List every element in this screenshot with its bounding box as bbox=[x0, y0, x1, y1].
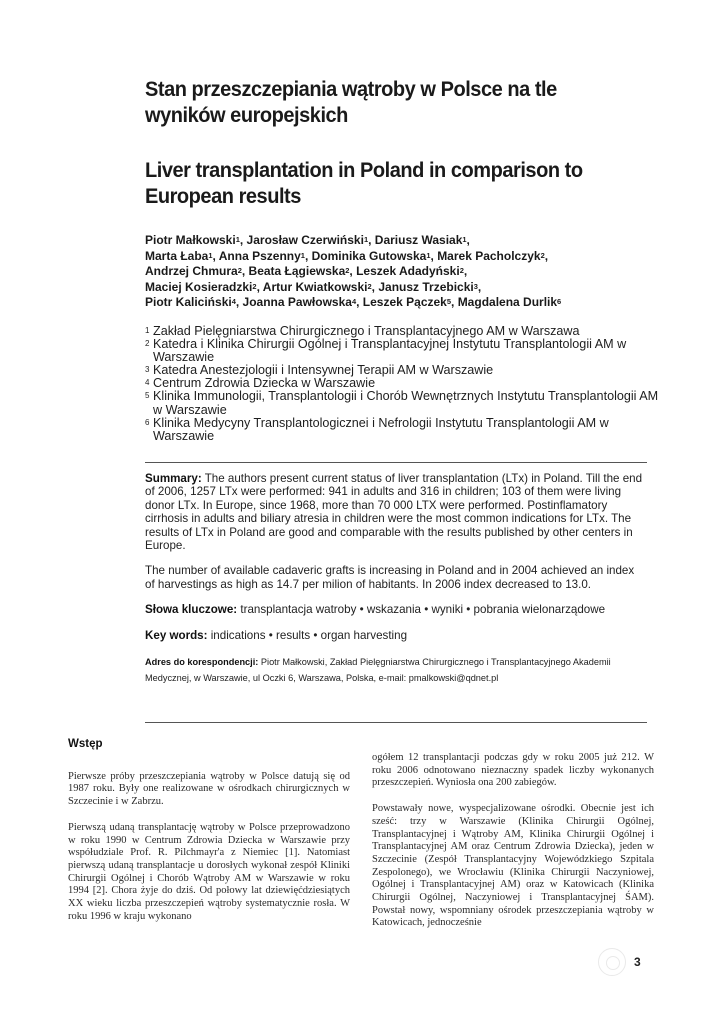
author-affiliation-mark: 1 bbox=[426, 250, 431, 260]
affiliation-item bbox=[145, 417, 665, 443]
author-name bbox=[243, 295, 357, 309]
affiliation-text: Katedra Anestezjologii i Intensywnej Terapii AM w Warszawie bbox=[153, 363, 494, 378]
divider-bottom bbox=[145, 722, 647, 723]
author-affiliation-mark: 2 bbox=[237, 266, 242, 276]
author-name-text: Magdalena Durlik bbox=[457, 295, 558, 310]
author-affiliation-mark: 4 bbox=[231, 297, 236, 307]
correspondence-label: Adres do korespondencji: bbox=[145, 657, 259, 668]
author-name bbox=[378, 280, 478, 294]
author-affiliation-mark: 2 bbox=[459, 266, 464, 276]
author-affiliation-mark: 2 bbox=[367, 281, 372, 291]
affiliation-number: 4 bbox=[145, 378, 150, 388]
affiliation-text: Klinika Immunologii, Transplantologii i Chorób Wewnętrznych Instytutu Transplantologii AM w Warszawie bbox=[153, 389, 659, 417]
author-name bbox=[312, 249, 431, 263]
author-affiliation-mark: 3 bbox=[473, 281, 478, 291]
body-column-right bbox=[372, 752, 654, 943]
author-affiliation-mark: 4 bbox=[351, 297, 357, 307]
author-affiliation-mark: 1 bbox=[462, 235, 467, 244]
author-name bbox=[249, 264, 350, 278]
summary-paragraph bbox=[145, 472, 647, 552]
keywords-polish-text: transplantacja watroby • wskazania • wyniki • pobrania wielonarządowe bbox=[237, 603, 606, 617]
author-affiliation-mark: 1 bbox=[300, 250, 305, 260]
author-name bbox=[145, 295, 236, 309]
affiliation-number: 1 bbox=[145, 326, 150, 335]
affiliation-number: 6 bbox=[145, 417, 150, 427]
affiliation-text: Klinika Medycyny Transplantologicznei i Nefrologii Instytutu Transplantologii AM w Warszawie bbox=[153, 415, 609, 443]
affiliation-text: Centrum Zdrowia Dziecka w Warszawie bbox=[153, 376, 376, 391]
author-name-text: Artur Kwiatkowski bbox=[262, 279, 368, 294]
author-name-text: Dominika Gutowska bbox=[311, 248, 427, 263]
author-affiliation-mark: 1 bbox=[208, 250, 213, 260]
correspondence bbox=[145, 654, 647, 686]
affiliation-list bbox=[145, 325, 665, 443]
keywords-polish bbox=[145, 603, 647, 616]
watermark-logo-icon bbox=[598, 948, 626, 976]
author-name-text: Beata Łągiewska bbox=[248, 264, 346, 279]
author-name-text: Leszek Pączek bbox=[362, 295, 447, 310]
affiliation-item bbox=[145, 390, 665, 416]
keywords-english bbox=[145, 629, 647, 642]
affiliation-number: 2 bbox=[145, 339, 150, 349]
title-english: Liver transplantation in Poland in comparison to European results bbox=[145, 158, 583, 208]
author-name-text: Janusz Trzebicki bbox=[378, 279, 474, 294]
affiliation-text: Katedra i Klinika Chirurgii Ogólnej i Transplantacyjnej Instytutu Transplantologii AM w Warszawie bbox=[153, 337, 627, 365]
author-affiliation-mark: 1 bbox=[363, 235, 369, 244]
affiliation-number: 5 bbox=[145, 391, 150, 401]
abstract bbox=[145, 472, 647, 698]
summary-label: Summary: bbox=[145, 472, 202, 485]
author-name bbox=[247, 233, 369, 247]
affiliation-text: Zakład Pielęgniarstwa Chirurgicznego i Transplantacyjnego AM w Warszawa bbox=[153, 324, 580, 338]
author-name-text: Marta Łaba bbox=[145, 248, 209, 263]
author-name bbox=[375, 233, 467, 247]
keywords-english-text: indications • results • organ harvesting bbox=[207, 628, 408, 642]
author-name-text: Anna Pszenny bbox=[218, 248, 301, 263]
author-name bbox=[437, 249, 545, 263]
section-heading: Wstęp bbox=[68, 738, 103, 750]
author-name-text: Piotr Kaliciński bbox=[145, 295, 232, 310]
author-name-text: Jarosław Czerwiński bbox=[246, 233, 364, 247]
correspondence-text: Piotr Małkowski, Zakład Pielęgniarstwa Chirurgicznego i Transplantacyjnego Akademii Medycznej, w Warszawie, ul Oczki 6, Warszawa, Polska, e-mail: pmalkowski@qdnet.pl bbox=[145, 657, 611, 684]
author-name bbox=[356, 264, 464, 278]
author-name-text: Joanna Pawłowska bbox=[242, 295, 352, 310]
author-affiliation-mark: 1 bbox=[235, 235, 240, 244]
summary-text: The authors present current status of liver transplantation (LTx) in Poland. Till the end of 2006, 1257 LTx were performed: 941 in adults and 316 in children; 103 of them were living donor LTx. In Europe, since 1968, more than 70 000 LTX were performed. Postinflamatory cirrhosis in adults and biliary atresia in children were the most common indications for LTx. The results of LTx in Poland are good and comparable with the results published by other centers in Europe. bbox=[145, 472, 643, 553]
body-paragraph: Pierwszą udaną transplantację wątroby w Polsce przeprowadzono w roku 1990 w Centrum Zdrowia Dziecka w Warszawie przy współudziale Prof. R. Pilchmayr'a z Niemiec [1]. Natomiast pierwszą udaną transplantacje u dorosłych wykonał zespół Kliniki Chirurgii Ogólnej i Chorób Wątroby AM w Warszawie w roku 1994 [2]. Chora żyje do dziś. Od połowy lat dziewięćdziesiątych XX wieku liczba przeszczepień wątroby systematycznie rosła. W roku 1996 w kraju wykonano bbox=[68, 821, 350, 922]
keywords-english-label: Key words: bbox=[145, 628, 208, 642]
body-paragraph: ogółem 12 transplantacji podczas gdy w roku 2005 już 212. W roku 2006 odnotowano nieznaczny spadek liczby wykonanych przeszczepień. Wyniosła ona 200 zabiegów. bbox=[372, 752, 654, 789]
body-column-left bbox=[68, 738, 350, 936]
author-affiliation-mark: 2 bbox=[252, 281, 257, 291]
title-polish: Stan przeszczepiania wątroby w Polsce na tle wyników europejskich bbox=[145, 77, 557, 127]
author-name bbox=[145, 280, 257, 294]
divider-top bbox=[145, 462, 647, 463]
body-paragraph: Pierwsze próby przeszczepiania wątroby w Polsce datują się od 1987 roku. Były one realizowane w ośrodkach chirurgicznych w Szczecinie i w Zabrzu. bbox=[68, 770, 350, 808]
author-name bbox=[363, 295, 451, 309]
body-paragraph: Powstawały nowe, wyspecjalizowane ośrodki. Obecnie jest ich sześć: trzy w Warszawie (Klinika Chirurgii Ogólnej, Transplantacyjnej i Wątroby AM, Klinika Chirurgii Ogólnej i Transplantacyjnej AM oraz Centrum Zdrowia Dziecka), jeden w Szczecinie (Zespół Transplantacyjny Wojewódzkiego Szpitala Zespolonego), we Wrocławiu (Klinika Chirurgii Naczyniowej, Ogólnej i Transplantacyjnej AM) oraz w Katowicach (Klinika Chirurgii Ogólnej, Naczyniowej i Transplantacyjnej ŚAM). Powstał nowy, wspomniany ośrodek przeszczepiania wątroby w Katowicach, jednocześnie bbox=[372, 803, 654, 929]
author-name-text: Andrzej Chmura bbox=[145, 264, 238, 279]
author-name bbox=[219, 249, 305, 263]
author-name-text: Maciej Kosieradzki bbox=[145, 279, 253, 294]
page-number: 3 bbox=[634, 955, 641, 969]
affiliation-number: 3 bbox=[145, 365, 150, 375]
author-name-text: Piotr Małkowski bbox=[145, 233, 236, 247]
author-name bbox=[263, 280, 372, 294]
author-name bbox=[145, 233, 240, 247]
author-list: Piotr Małkowski$^1$, Jarosław Czerwiński$^1$, Dariusz Wasiak$^1$, Marta Łaba$^1$, Anna Pszenny$^1$, Dominika Gutowska$^1$, Marek Pacholczyk$^2$, Andrzej Chmura$^2$, Beata Łągiewska$^2$, Leszek Adadyński$^2$, Maciej Kosieradzki$^2$, Artur Kwiatkowski$^2$, Janusz Trzebicki$^3$, Piotr Kaliciński$^4$, Joanna Pawłowska$^4$, Leszek Pączek$^5$, Magdalena Durlik$^6$ bbox=[145, 233, 562, 310]
author-affiliation-mark: 2 bbox=[540, 250, 545, 260]
author-name-text: Marek Pacholczyk bbox=[437, 248, 541, 263]
affiliation-item bbox=[145, 338, 665, 364]
author-name-text: Dariusz Wasiak bbox=[374, 233, 463, 247]
author-name bbox=[458, 295, 562, 309]
author-affiliation-mark: 2 bbox=[345, 266, 350, 276]
keywords-polish-label: Słowa kluczowe: bbox=[145, 603, 238, 617]
author-affiliation-mark: 6 bbox=[557, 297, 562, 307]
author-affiliation-mark: 5 bbox=[446, 297, 452, 307]
author-name bbox=[145, 249, 213, 263]
author-name-text: Leszek Adadyński bbox=[356, 264, 460, 279]
author-name bbox=[145, 264, 242, 278]
summary-paragraph-2: The number of available cadaveric grafts is increasing in Poland and in 2004 achieved an index of harvestings as high as 14.7 per milion of habitants. In 2006 index decreased to 13.0. bbox=[145, 564, 635, 591]
